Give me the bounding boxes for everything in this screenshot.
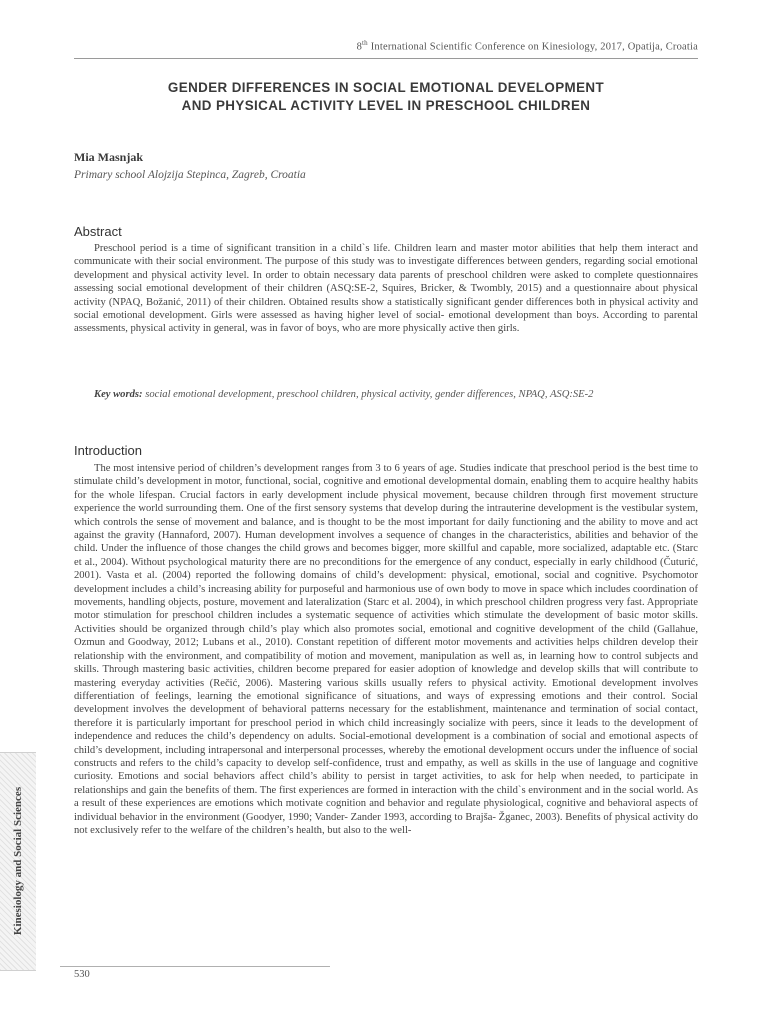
- author-name: Mia Masnjak: [74, 150, 143, 164]
- introduction-heading: Introduction: [74, 443, 142, 458]
- keywords-label: Key words:: [94, 389, 143, 400]
- title-line-2: AND PHYSICAL ACTIVITY LEVEL IN PRESCHOOL CHILDREN: [181, 98, 591, 113]
- footer-divider: [60, 966, 330, 967]
- side-tab-label: Kinesiology and Social Sciences: [12, 786, 24, 936]
- section-side-tab: [0, 752, 36, 971]
- abstract-text: Preschool period is a time of significant transition in a child`s life. Children learn and master motor abilities that help them interact and communicate with their social environment. The purpose of this study was to investigate differences between genders, regarding social emotional development and physical activity level. In order to obtain necessary data parents of preschool children were asked to complete questionnaires assessing social emotional development of their children (ASQ:SE-2, Squires, Bricker, & Twombly, 2015) and a questionnaire about physical activity (NPAQ, Božanić, 2011) of their children. Obtained results show a statistically significant gender differences both in physical activity and social emotional development. Girls were assessed as having higher level of social- emotional development than boys. According to parental assessments, physical activity in general, was in favor of boys, who are more physically active then girls.: [74, 243, 698, 335]
- keywords-text: social emotional development, preschool children, physical activity, gender differences, NPAQ, ASQ:SE-2: [142, 389, 594, 400]
- introduction-text: The most intensive period of children’s development ranges from 3 to 6 years of age. Studies indicate that preschool period is the best time to stimulate child’s development in motor, functional, social, cognitive and emotional developmental domain, enabling them to acquire healthy habits for the whole lifespan. Crucial factors in early development include physical movement, because children through first movement structure experience the world surrounding them. One of the first sensory systems that develop during the intrauterine development is the vestibular system, which controls the sense of movement and balance, and is thought to be the most important for daily functioning and the ability to move and act against the gravity (Hannaford, 2007). Human development involves a sequence of changes in the characteristics, abilities and behavior of the child. Under the influence of those changes the child grows and becomes bigger, more skillful and capable, more socialized, adaptable etc. (Starc et al., 2004). Without psychological maturity there are no preconditions for the emergence of any conduct, especially in early childhood (Čuturić, 2001). Vasta et al. (2004) reported the following domains of child’s development: physical, emotional, social and cognitive. Psychomotor development includes a child’s increasing ability for purposeful and harmonious use of own body to move in space which includes coordination of movements, handling objects, posture, movement and lateralization (Starc et al. 2004), in which preschool children progress very fast. Appropriate motor stimulation for preschool children includes a systematic sequence of activities which stimulate the development of basic motor skills. Activities should be organized through child’s play which also promotes social, emotional and cognitive development of the child (Gallahue, Ozmun and Goodway, 2012; Lubans et al., 2010). Constant repetition of different motor movements and activities helps children develop their relationship with the environment, and compatibility of motion and movement, manipulation as well as, in learning how to control subjects and skills. Through mastering basic activities, children become prepared for easier adoption of knowledge and develop skills that will contribute to mastering everyday activities (Rečić, 2006). Mastering various skills usually refers to physical activity. Emotional development involves differentiation of feelings, learning the emotional significance of situations, and ways of expressing emotions and their control. Social development involves the development of behavioral patterns necessary for the establishment, maintenance and termination of social contact, therefore it is particularly important for preschool period in which child increasingly socialize with peers, since it leads to the development of independence and reduces the child’s dependency on adults. Social-emotional development is a combination of social and emotional aspects of child’s development, including intrapersonal and interpersonal processes, whereby the emotional development occurs under the influence of social constructs and refers to the child’s capacity to develop self-confidence, trust and empathy, as well as skills in the use of language and cognitive curiosity. Emotions and social behaviors affect child’s ability to persist in target activities, to ask for help when needed, to participate in relationships and gain the benefits of them. The first experiences are formed in interaction with the child`s environment and in the social world. As a result of these experiences are emotions which motivate cognition and behavior and regulate physiological, cognitive and behavioral aspects of individual behavior in the environment (Goodyer, 1990; Vander- Zander 1993, according to Brajša- Žganec, 2003). Benefits of physical activity do not exclusively refer to the welfare of the children’s health, but also to the well-: [74, 463, 698, 836]
- running-header: [74, 36, 698, 59]
- title-line-1: GENDER DIFFERENCES IN SOCIAL EMOTIONAL DEVELOPMENT: [167, 80, 605, 95]
- keywords: [94, 389, 698, 400]
- page-number: 530: [74, 969, 90, 980]
- conference-name: 8th International Scientific Conference on Kinesiology, 2017, Opatija, Croatia: [356, 39, 698, 53]
- abstract-heading: Abstract: [74, 224, 122, 239]
- paper-title: [74, 79, 698, 115]
- author-affiliation: Primary school Alojzija Stepinca, Zagreb, Croatia: [74, 169, 306, 181]
